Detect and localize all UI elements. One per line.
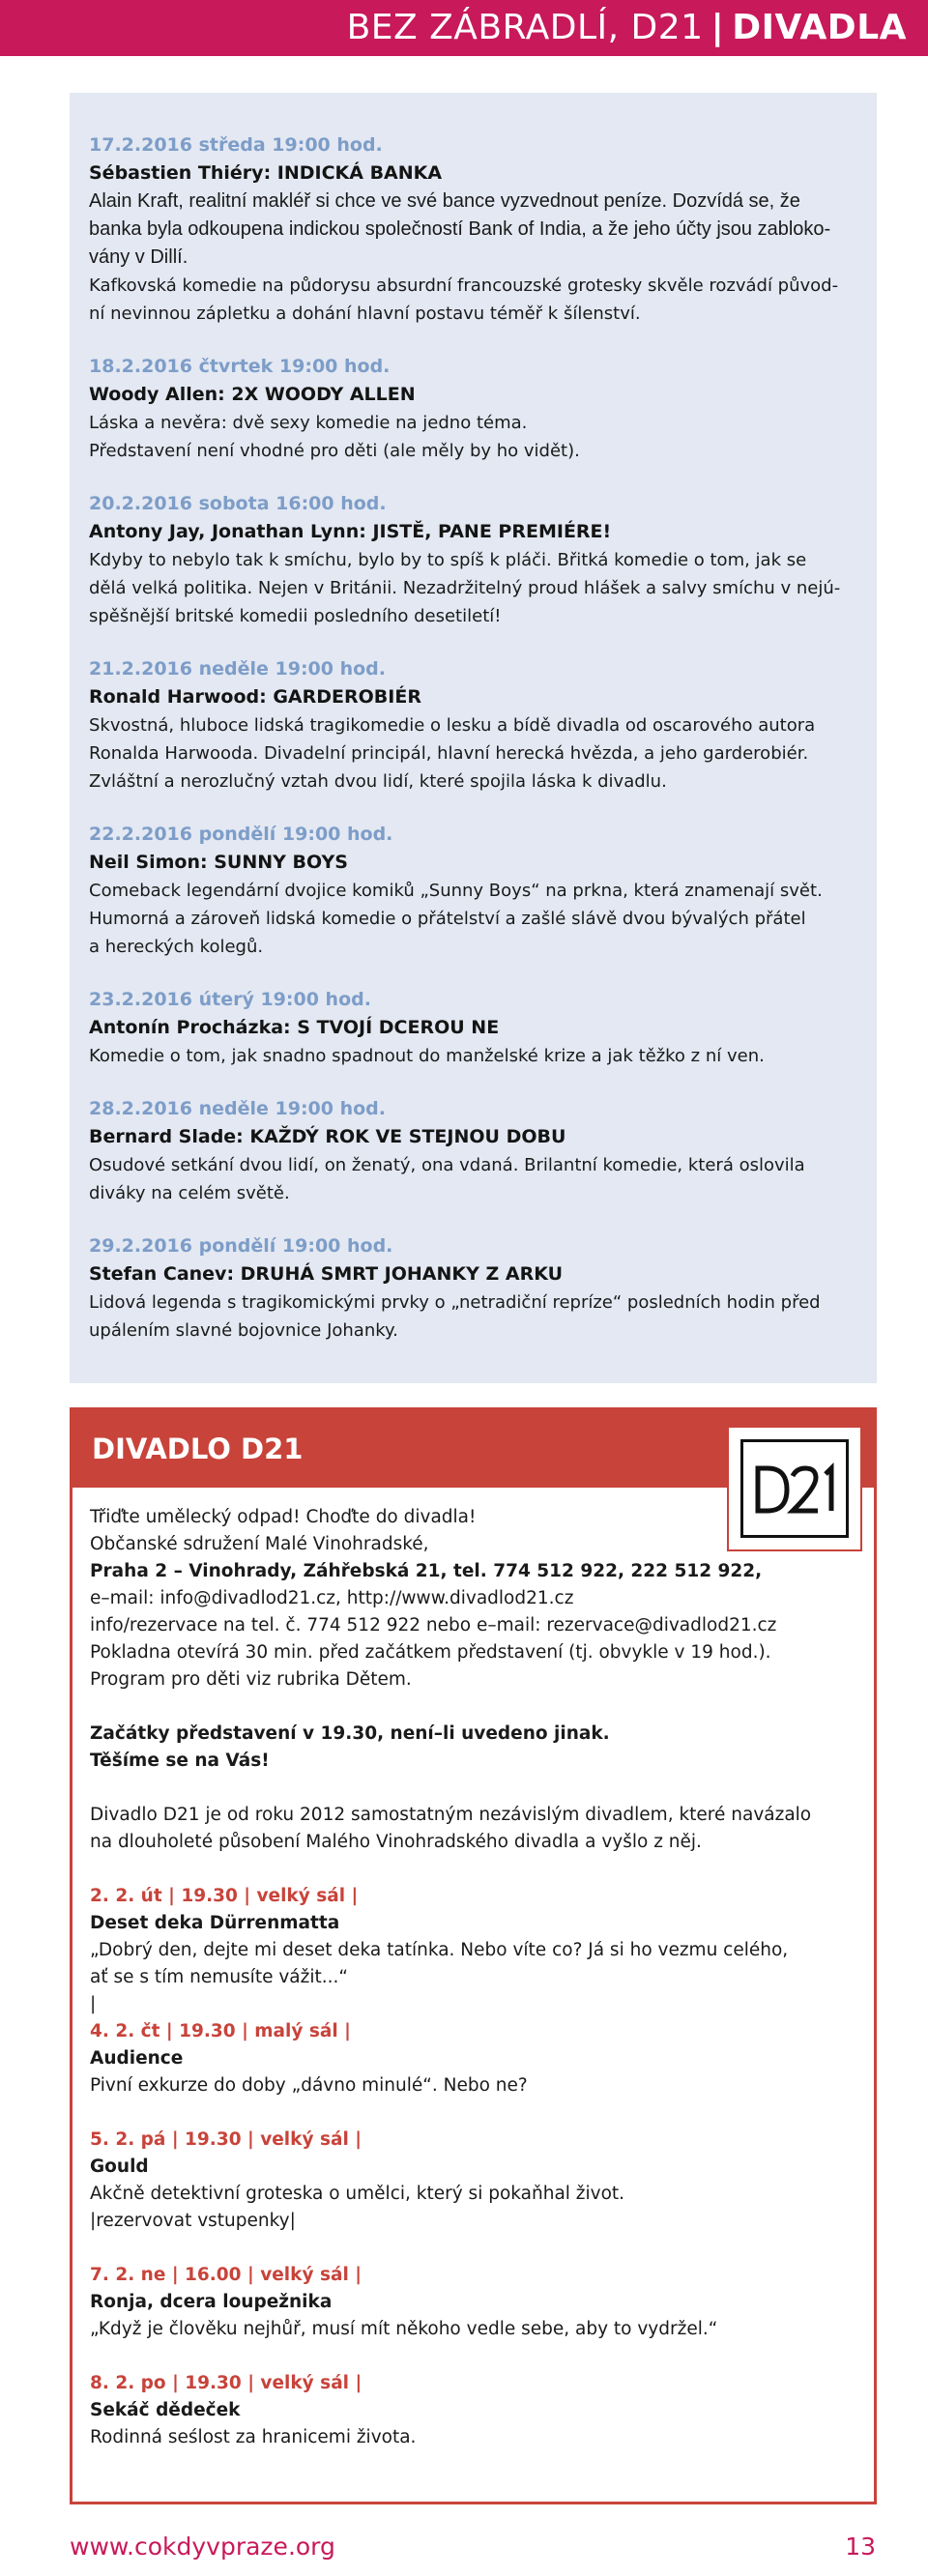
event-date: 21.2.2016 neděle 19:00 hod. xyxy=(89,658,386,680)
event-date: 17.2.2016 středa 19:00 hod. xyxy=(89,134,383,156)
event-description: Lidová legenda s tragikomickými prvky o „netradiční repríze“ posledních hodin před xyxy=(89,1292,821,1313)
header-section: BEZ ZÁBRADLÍ, D21 xyxy=(346,8,704,47)
event-date: 22.2.2016 pondělí 19:00 hod. xyxy=(89,824,393,845)
show-description: „Když je člověku nejhůř, musí mít někoho vedle sebe, aby to vydržel.“ xyxy=(90,2319,718,2339)
header-separator: | xyxy=(710,8,725,47)
show-title: Deset deka Dürrenmatta xyxy=(90,1913,340,1933)
event-description: Kafkovská komedie na půdorysu absurdní francouzské grotesky skvěle rozvádí původ- xyxy=(89,275,839,296)
program-event xyxy=(89,986,854,1070)
event-title: Bernard Slade: KAŽDÝ ROK VE STEJNOU DOBU xyxy=(89,1126,566,1147)
event-description: Představení není vhodné pro děti (ale měly by ho vidět). xyxy=(89,441,580,461)
event-description: Láska a nevěra: dvě sexy komedie na jedno téma. xyxy=(89,413,528,433)
show-slot: 8. 2. po | 19.30 | velký sál | xyxy=(90,2373,362,2393)
show-title: Ronja, dcera loupežnika xyxy=(90,2292,333,2312)
event-title: Sébastien Thiéry: INDICKÁ BANKA xyxy=(89,162,443,184)
show-title: Audience xyxy=(90,2048,184,2069)
program-event xyxy=(89,655,854,796)
show-description: Akčně detektivní groteska o umělci, který si pokaňhal život. xyxy=(90,2184,625,2204)
show-title: Sekáč dědeček xyxy=(90,2400,241,2420)
event-date: 28.2.2016 neděle 19:00 hod. xyxy=(89,1098,386,1119)
program-event xyxy=(89,353,854,465)
event-description: upálením slavné bojovnice Johanky. xyxy=(89,1320,398,1341)
event-date: 18.2.2016 čtvrtek 19:00 hod. xyxy=(89,356,391,377)
start-time-note: Začátky představení v 19.30, není–li uvedeno jinak. xyxy=(90,1723,610,1744)
event-description: dělá velká politika. Nejen v Británii. Nezadržitelný proud hlášek a salvy smíchu v nejú- xyxy=(89,578,841,598)
show-description: Pivní exkurze do doby „dávno minulé“. Nebo ne? xyxy=(90,2075,528,2096)
event-title: Antony Jay, Jonathan Lynn: JISTĚ, PANE PREMIÉRE! xyxy=(89,521,612,542)
theatre-address: Praha 2 – Vinohrady, Záhřebská 21, tel. 774 512 922, 222 512 922, xyxy=(90,1561,763,1581)
theatre-about-line: na dlouholeté působení Malého Vinohradského divadla a vyšlo z něj. xyxy=(90,1832,702,1852)
event-description: Komedie o tom, jak snadno spadnout do manželské krize a jak těžko z ní ven. xyxy=(89,1046,765,1066)
event-description: Skvostná, hluboce lidská tragikomedie o lesku a bídě divadla od oscarového autora xyxy=(89,715,816,736)
theatre-box xyxy=(70,1407,877,2504)
event-text: banka byla odkoupena indickou společností Bank of India, a že jeho účty jsou zabloko- xyxy=(89,218,831,240)
theatre-info-line: Občanské sdružení Malé Vinohradské, xyxy=(90,1534,429,1554)
header-title xyxy=(347,0,907,56)
footer-url[interactable]: www.cokdyvpraze.org xyxy=(70,2533,335,2561)
event-description: Osudové setkání dvou lidí, on ženatý, ona vdaná. Brilantní komedie, která oslovila xyxy=(89,1155,805,1175)
event-description: Kdyby to nebylo tak k smíchu, bylo by to spíš k pláči. Břitká komedie o tom, jak se xyxy=(89,550,807,570)
header-category: DIVADLA xyxy=(732,8,907,47)
theatre-contact-line: e–mail: info@divadlod21.cz, http://www.divadlod21.cz xyxy=(90,1588,574,1608)
event-date: 23.2.2016 úterý 19:00 hod. xyxy=(89,989,371,1010)
show-description: Rodinná seślost za hranicemi života. xyxy=(90,2427,417,2447)
event-description: ní nevinnou zápletku a dohání hlavní postavu téměř k šílenství. xyxy=(89,304,641,324)
show-title: Gould xyxy=(90,2156,149,2177)
event-title: Neil Simon: SUNNY BOYS xyxy=(89,852,348,873)
welcome-note: Těšíme se na Vás! xyxy=(90,1751,270,1771)
event-title: Woody Allen: 2X WOODY ALLEN xyxy=(89,384,416,405)
theatre-info-line: Třiďte umělecký odpad! Choďte do divadla! xyxy=(90,1507,477,1527)
event-description: diváky na celém světě. xyxy=(89,1183,290,1203)
event-description: Humorná a zároveň lidská komedie o přátelství a zašlé slávě dvou bývalých přátel xyxy=(89,909,806,929)
event-description: Zvláštní a nerozlučný vztah dvou lidí, které spojila láska k divadlu. xyxy=(89,771,667,792)
event-date: 29.2.2016 pondělí 19:00 hod. xyxy=(89,1235,393,1257)
theatre-contact-line: info/rezervace na tel. č. 774 512 922 nebo e–mail: rezervace@divadlod21.cz xyxy=(90,1615,777,1635)
program-event xyxy=(89,1095,854,1207)
show-slot: 5. 2. pá | 19.30 | velký sál | xyxy=(90,2129,362,2150)
event-text: Alain Kraft, realitní makléř si chce ve své bance vyzvednout peníze. Dozvídá se, že xyxy=(89,190,800,212)
event-description: spěšnější britské komedii posledního desetiletí! xyxy=(89,606,502,626)
program-event xyxy=(89,490,854,630)
page-number: 13 xyxy=(845,2533,876,2561)
event-description: Comeback legendární dvojice komiků „Sunny Boys“ na prkna, která znamenají svět. xyxy=(89,881,823,901)
event-title: Antonín Procházka: S TVOJÍ DCEROU NE xyxy=(89,1017,500,1038)
header-bar xyxy=(0,0,928,56)
reserve-tickets-link[interactable]: |rezervovat vstupenky| xyxy=(90,2211,296,2231)
event-description: a hereckých kolegů. xyxy=(89,937,264,957)
theatre-contact-line: Program pro děti viz rubrika Dětem. xyxy=(90,1669,412,1690)
program-event xyxy=(89,131,854,328)
show-slot: 2. 2. út | 19.30 | velký sál | xyxy=(90,1886,359,1906)
show-description: „Dobrý den, dejte mi deset deka tatínka. Nebo víte co? Já si ho vezmu celého, xyxy=(90,1940,789,1960)
show-slot: 4. 2. čt | 19.30 | malý sál | xyxy=(90,2021,351,2041)
show-slot: 7. 2. ne | 16.00 | velký sál | xyxy=(90,2265,362,2285)
event-title: Ronald Harwood: GARDEROBIÉR xyxy=(89,686,421,708)
show-description: | xyxy=(90,1994,97,2014)
event-description: Ronalda Harwooda. Divadelní principál, hlavní herecká hvězda, a jeho garderobiér. xyxy=(89,743,809,764)
theatre-about-line: Divadlo D21 je od roku 2012 samostatným nezávislým divadlem, které navázalo xyxy=(90,1805,812,1825)
program-box xyxy=(70,93,877,1383)
event-text: vány v Dillí. xyxy=(89,246,188,268)
theatre-name: DIVADLO D21 xyxy=(92,1433,304,1465)
event-date: 20.2.2016 sobota 16:00 hod. xyxy=(89,493,387,514)
program-event xyxy=(89,1232,854,1345)
theatre-content xyxy=(90,1504,844,2451)
event-title: Stefan Canev: DRUHÁ SMRT JOHANKY Z ARKU xyxy=(89,1263,564,1285)
theatre-contact-line: Pokladna otevírá 30 min. před začátkem představení (tj. obvykle v 19 hod.). xyxy=(90,1642,771,1663)
show-description: ať se s tím nemusíte vážit...“ xyxy=(90,1967,348,1987)
program-event xyxy=(89,821,854,961)
